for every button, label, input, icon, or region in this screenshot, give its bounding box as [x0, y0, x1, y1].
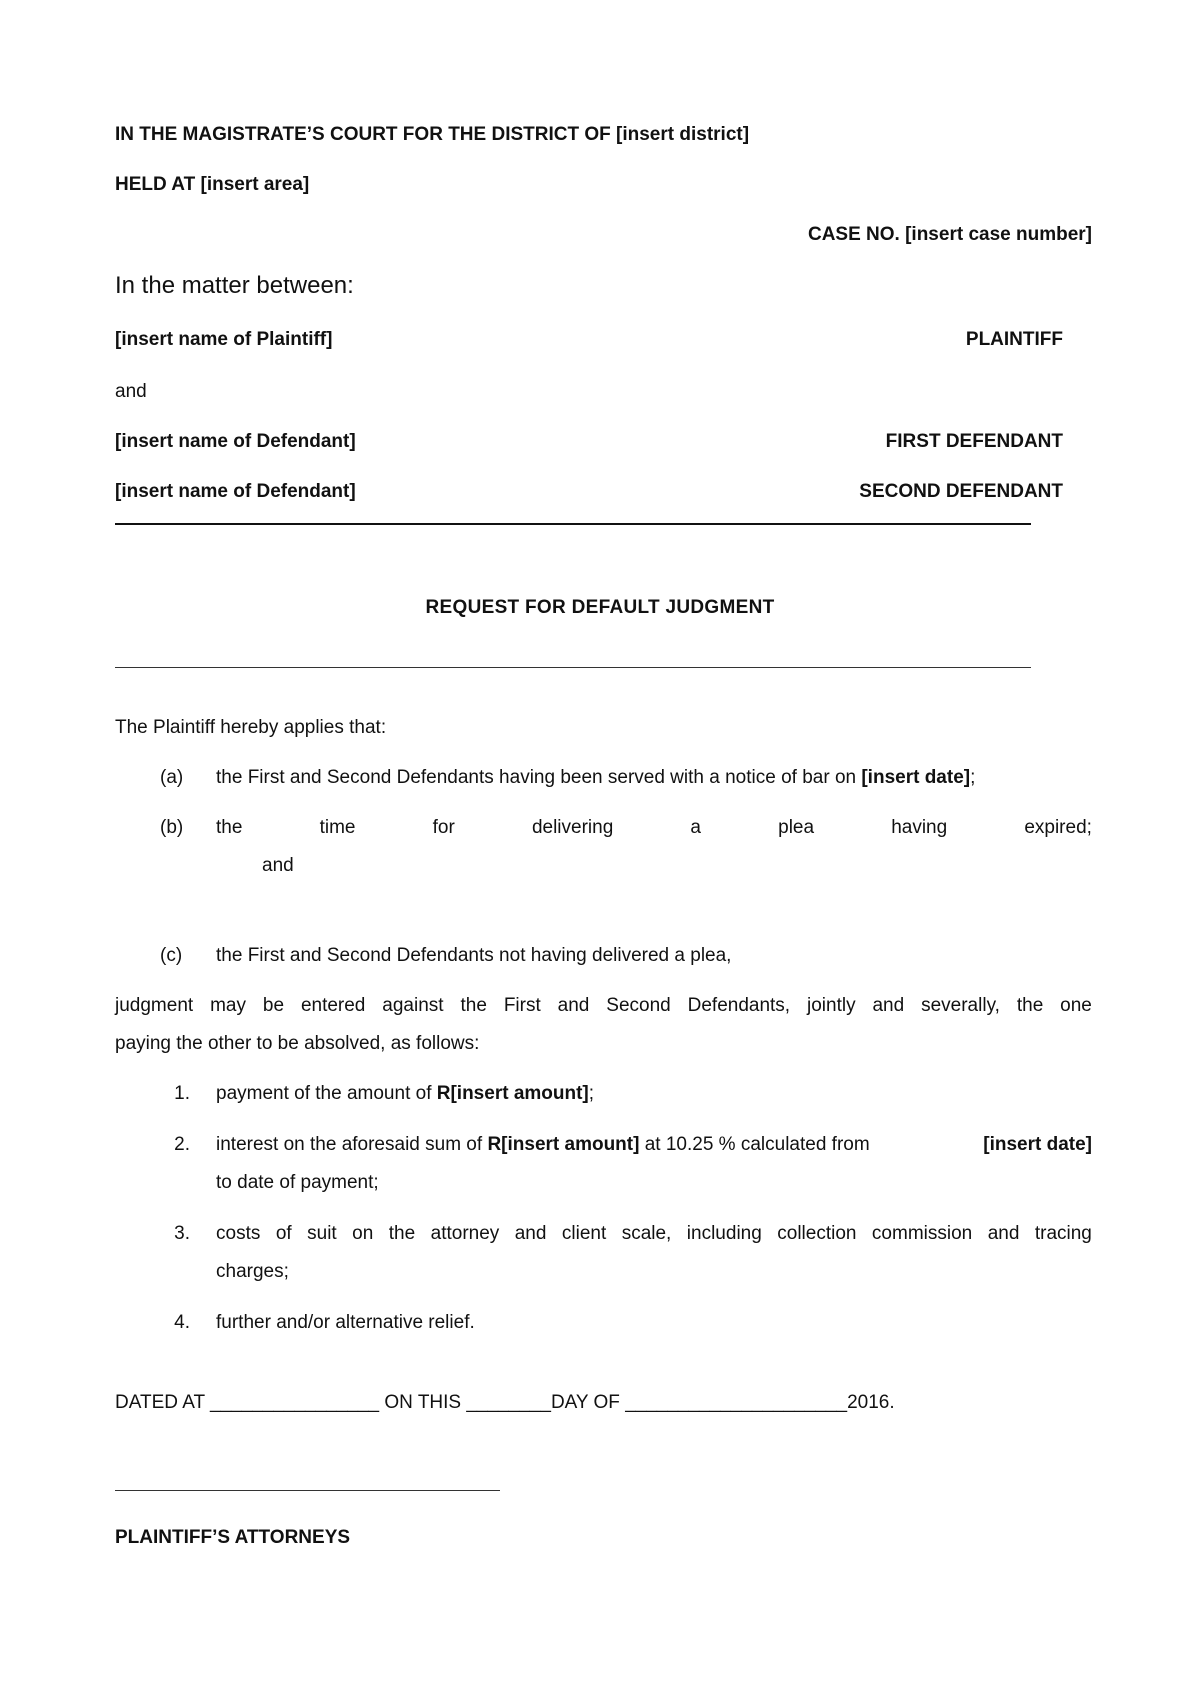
- case-number: CASE NO. [insert case number]: [807, 224, 1092, 245]
- signature-line: [115, 1490, 500, 1491]
- signature-label: PLAINTIFF’S ATTORNEYS: [115, 1527, 351, 1548]
- dated-line: [115, 1392, 895, 1414]
- defendant2-name: [insert name of Defendant]: [115, 481, 356, 502]
- item-c-text: the First and Second Defendants not having delivered a plea,: [216, 945, 732, 966]
- order-2-number: 2.: [174, 1134, 190, 1155]
- dated-day-blank: ________: [466, 1392, 551, 1413]
- dated-prefix: DATED AT: [115, 1392, 205, 1413]
- dated-place-blank: ________________: [210, 1392, 380, 1413]
- held-at: HELD AT [insert area]: [115, 174, 310, 195]
- item-c-marker: (c): [160, 945, 183, 966]
- item-a-text: the First and Second Defendants having been served with a notice of bar on [insert date];: [216, 767, 976, 788]
- item-a-marker: (a): [160, 767, 184, 788]
- plaintiff-name: [insert name of Plaintiff]: [115, 329, 333, 350]
- order-3-line-1: costs of suit on the attorney and client scale, including collection commission and tracing: [216, 1223, 1092, 1244]
- item-b-continuation: and: [262, 855, 294, 876]
- court-heading: IN THE MAGISTRATE’S COURT FOR THE DISTRICT OF [insert district]: [115, 124, 750, 145]
- plaintiff-label: PLAINTIFF: [965, 329, 1063, 350]
- matter-between: In the matter between:: [115, 272, 354, 299]
- order-1-text: payment of the amount of R[insert amount];: [216, 1083, 595, 1104]
- and-text: and: [115, 381, 147, 402]
- dated-on-this: ON THIS: [384, 1392, 462, 1413]
- title-divider: [115, 667, 1031, 668]
- judgment-line-2: paying the other to be absolved, as follows:: [115, 1033, 480, 1054]
- parties-divider: [115, 523, 1031, 525]
- order-2-line-1: interest on the aforesaid sum of R[insert amount] at 10.25 % calculated from [insert date]: [216, 1134, 1092, 1155]
- body-intro: The Plaintiff hereby applies that:: [115, 717, 387, 738]
- order-4-text: further and/or alternative relief.: [216, 1312, 475, 1333]
- document-title: REQUEST FOR DEFAULT JUDGMENT: [425, 597, 775, 618]
- order-1-number: 1.: [174, 1083, 190, 1104]
- order-4-number: 4.: [174, 1312, 190, 1333]
- dated-month-blank: _____________________: [625, 1392, 848, 1413]
- judgment-line-1: judgment may be entered against the First and Second Defendants, jointly and severally, the one: [115, 995, 1092, 1016]
- dated-day-of: DAY OF: [550, 1392, 620, 1413]
- defendant2-label: SECOND DEFENDANT: [859, 481, 1063, 502]
- item-b-marker: (b): [160, 817, 184, 838]
- order-2-line-2: to date of payment;: [216, 1172, 379, 1193]
- dated-year: 2016.: [847, 1392, 895, 1413]
- defendant1-name: [insert name of Defendant]: [115, 431, 356, 452]
- order-3-line-2: charges;: [216, 1261, 289, 1282]
- order-3-number: 3.: [174, 1223, 190, 1244]
- item-b-text: the time for delivering a plea having expired;: [216, 817, 1092, 838]
- defendant1-label: FIRST DEFENDANT: [885, 431, 1063, 452]
